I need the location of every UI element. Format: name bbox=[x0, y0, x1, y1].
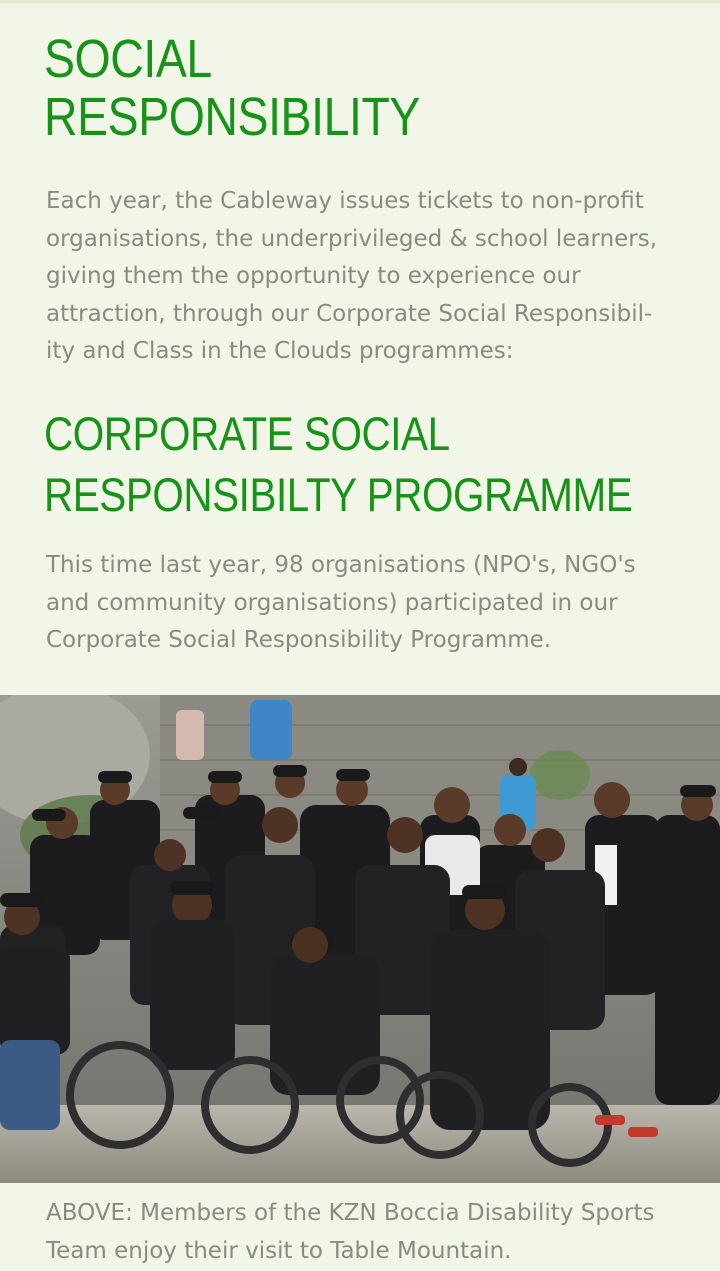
page-title-line-2: RESPONSIBILITY bbox=[44, 87, 420, 147]
top-divider bbox=[0, 0, 720, 3]
intro-line: Each year, the Cableway issues tickets to non-profit bbox=[46, 188, 644, 214]
group-photo bbox=[0, 695, 720, 1183]
page-title-line-1: SOCIAL bbox=[44, 29, 212, 89]
section-heading-line-1: CORPORATE SOCIAL bbox=[44, 407, 450, 460]
csr-paragraph bbox=[46, 547, 686, 660]
section-heading-line-2: RESPONSIBILTY PROGRAMME bbox=[44, 468, 633, 521]
page-title bbox=[44, 30, 594, 146]
caption-line: ABOVE: Members of the KZN Boccia Disability Sports bbox=[46, 1200, 655, 1226]
intro-paragraph bbox=[46, 183, 686, 371]
csr-line: and community organisations) participated in our bbox=[46, 589, 618, 616]
csr-line: Corporate Social Responsibility Programme. bbox=[46, 627, 552, 653]
csr-line: This time last year, 98 organisations (NPO's, NGO's bbox=[46, 552, 636, 578]
caption-line: Team enjoy their visit to Table Mountain. bbox=[46, 1237, 512, 1264]
intro-line: attraction, through our Corporate Social Responsibil- bbox=[46, 300, 653, 327]
intro-line: giving them the opportunity to experience our bbox=[46, 263, 581, 289]
intro-line: ity and Class in the Clouds programmes: bbox=[46, 338, 514, 364]
section-heading bbox=[44, 403, 646, 525]
photo-caption bbox=[46, 1195, 686, 1270]
intro-line: organisations, the underprivileged & school learners, bbox=[46, 225, 658, 252]
